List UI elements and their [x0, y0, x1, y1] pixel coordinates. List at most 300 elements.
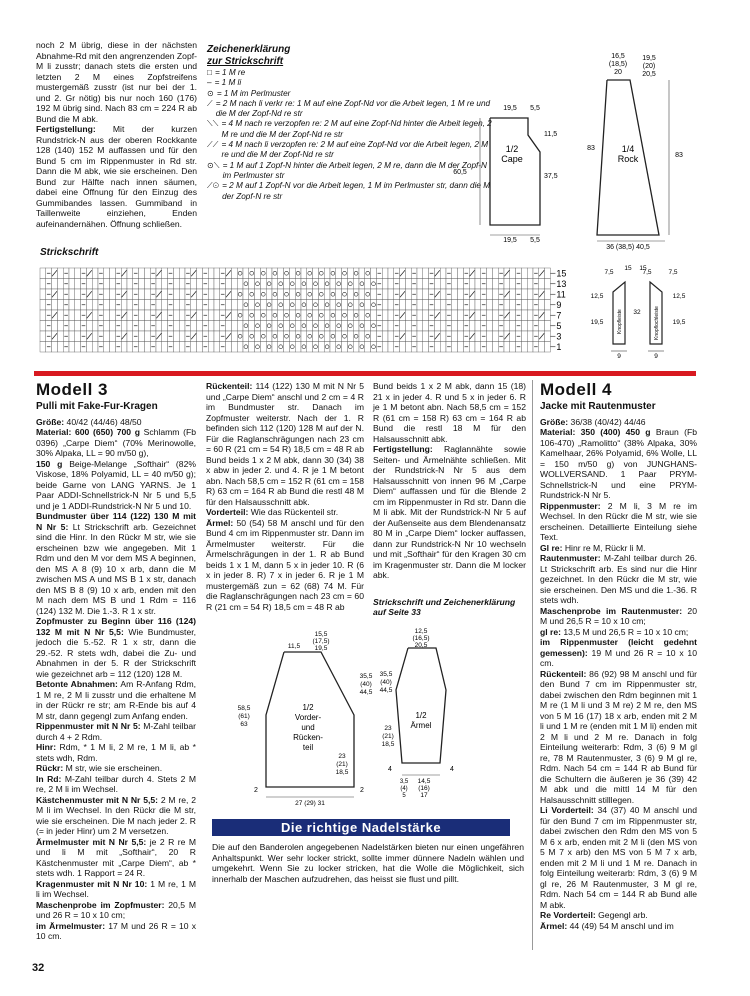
chart-cell — [347, 310, 353, 321]
chart-cell — [249, 279, 255, 290]
chart-cell — [40, 321, 46, 332]
chart-cell — [417, 289, 423, 300]
instruction-text: 19 M und 26 R = 10 x 10 cm. — [540, 647, 697, 668]
chart-cell — [545, 331, 551, 342]
band-m-right-b: 19,5 — [672, 319, 686, 326]
instruction-label: Betonte Abnahmen: — [36, 679, 118, 689]
chart-cell — [104, 279, 110, 290]
instruction-label: Maschenprobe im Zopfmuster: — [36, 899, 165, 910]
chart-cell — [144, 310, 150, 321]
modell4-body — [540, 417, 697, 932]
chart-cell — [359, 310, 365, 321]
chart-cell — [487, 279, 493, 290]
instruction-paragraph — [36, 417, 196, 428]
band-m-left-a: 12,5 — [590, 293, 604, 300]
chart-cell — [57, 321, 63, 332]
instruction-text: Beige-Melange „Softhair“ (82% Viskose, 18% Polyamid, LL = 40 m/50 g); beide Garne von LANG YARNS. Je 1 Paar ADDI-Schnellstrick-N Nr 5 und 5,5 und je 1 ADDI-Rundstrick-N Nr 5 und 10. — [36, 458, 196, 511]
chart-cell — [458, 321, 464, 332]
instruction-label: Ärmel: — [206, 517, 234, 528]
chart-cell — [214, 310, 220, 321]
chart-cell — [208, 321, 214, 332]
chart-cell — [144, 289, 150, 300]
chart-cell — [440, 331, 446, 342]
instruction-text: Gegengl arb. — [595, 910, 648, 920]
sleeve-m-bottom2-b: (16) — [418, 785, 430, 792]
chart-cell — [197, 279, 203, 290]
chart-cell — [231, 331, 237, 342]
chart-cell — [179, 331, 185, 342]
chart-cell — [266, 331, 272, 342]
chart-cell — [208, 300, 214, 311]
chart-cell — [510, 321, 516, 332]
instruction-paragraph — [36, 721, 196, 742]
instruction-text: M-Zahl teilbar durch 4 + 2 Rdm. — [36, 721, 196, 742]
chart-cell — [307, 300, 313, 311]
chart-cell — [208, 268, 214, 279]
instruction-text: M-Zahl teilbar durch 26. Lt Strickschrift arb. Es sind nur die Hinr gezeichnet. In den Rückr die M str, wie sie erscheinen. Den MS und die 1.-36. R stets wdh. — [540, 553, 697, 605]
cape-m-bottom: 19,5 — [503, 237, 517, 244]
instruction-paragraph — [540, 627, 697, 638]
chart-cell — [249, 321, 255, 332]
chart-cell — [440, 279, 446, 290]
body-m-left-a: 58,5 — [237, 705, 251, 712]
sleeve-label-1: 1/2 — [415, 711, 427, 720]
chart-cell — [452, 331, 458, 342]
chart-cell — [434, 342, 440, 353]
chart-cell — [127, 279, 133, 290]
band-m-b1: 9 — [617, 353, 621, 360]
rock-m-top-c: 20 — [614, 69, 622, 76]
chart-cell — [307, 342, 313, 353]
body-label-3: und — [301, 723, 315, 732]
chart-cell — [255, 268, 261, 279]
cape-m-top: 19,5 — [503, 105, 517, 112]
instruction-label: Material: 600 (650) 700 g — [36, 427, 140, 437]
instruction-label: Größe: — [540, 416, 569, 427]
chart-cell — [371, 268, 377, 279]
chart-cell — [469, 342, 475, 353]
body-m-b2: 2 — [360, 787, 364, 794]
chart-cell — [521, 310, 527, 321]
chart-title: Strickschrift — [40, 247, 99, 258]
chart-cell — [144, 279, 150, 290]
cape-m-left: 60,5 — [453, 169, 467, 176]
chart-cell — [156, 342, 162, 353]
section-divider — [34, 371, 696, 376]
chart-cell — [527, 268, 533, 279]
chart-cell — [162, 300, 168, 311]
chart-cell — [388, 268, 394, 279]
instruction-label: Gl re: — [540, 542, 563, 553]
chart-cell — [40, 289, 46, 300]
legend-text: = 2 M auf 1 Zopf-N vor die Arbeit legen, 1 M im Perlmuster str, dann die M der Zopf-N re str — [222, 181, 491, 201]
chart-cell — [57, 279, 63, 290]
chart-cell — [475, 342, 481, 353]
chart-cell — [104, 321, 110, 332]
chart-cell — [440, 268, 446, 279]
instruction-text: Rdm, * 1 M li, 2 M re, 1 M li, ab * stets wdh, Rdm. — [36, 742, 196, 763]
chart-cell — [52, 300, 58, 311]
chart-row-number: 1 — [556, 342, 562, 352]
paragraph-label: Fertigstellung: — [36, 124, 96, 134]
chart-cell — [86, 342, 92, 353]
chart-cell — [382, 321, 388, 332]
chart-cell — [539, 300, 545, 311]
instruction-label: Fertigstellung: — [373, 444, 433, 454]
chart-cell — [295, 342, 301, 353]
chart-cell — [92, 342, 98, 353]
chart-cell — [127, 289, 133, 300]
modell3-heading: Modell 3 — [36, 380, 109, 399]
instruction-paragraph — [206, 381, 364, 507]
chart-cell — [539, 342, 545, 353]
instruction-text: 40/42 (44/46) 48/50 — [64, 416, 142, 427]
chart-cell — [243, 268, 249, 279]
band-m-t5: 7,5 — [668, 269, 678, 276]
chart-cell — [342, 321, 348, 332]
instruction-paragraph — [36, 427, 196, 459]
chart-cell — [504, 321, 510, 332]
chart-cell — [365, 300, 371, 311]
body-label-4: Rücken- — [293, 733, 323, 742]
chart-cell — [139, 300, 145, 311]
chart-cell — [492, 342, 498, 353]
chart-cell — [110, 342, 116, 353]
chart-cell — [527, 279, 533, 290]
column-divider — [532, 380, 533, 950]
chart-cell — [487, 310, 493, 321]
chart-cell — [284, 321, 290, 332]
chart-cell — [156, 321, 162, 332]
chart-cell — [179, 321, 185, 332]
chart-cell — [144, 268, 150, 279]
chart-cell — [40, 268, 46, 279]
sleeve-m-bottom-a: 3,5 — [399, 779, 409, 785]
instruction-text: 13,5 M und 26,5 R = 10 x 10 cm; — [561, 626, 689, 637]
chart-cell — [69, 310, 75, 321]
legend-symbol-icon: ⟋⊙ — [207, 181, 220, 191]
chart-cell — [452, 279, 458, 290]
chart-cell — [289, 268, 295, 279]
chart-cell — [545, 268, 551, 279]
chart-cell — [388, 300, 394, 311]
chart-cell — [382, 289, 388, 300]
chart-cell — [469, 321, 475, 332]
instruction-text: Lt Strickschrift arb. Gezeichnet sind die Hinr. In den Rückr M str, wie sie erscheinen bzw wie angegeben. Mit 1 Rdm und den M vor dem MS A beginnen, den MS A 8 (9) 10 x arb, dann die M zwischen MS A und MS B 1 x str, danach den MS B 8 (9) 10 x arb, enden mit den M nach dem MS B und 1 Rdm = 116 (124) 132 M. Die 1.-3. R 1 x str. — [36, 521, 196, 616]
band-m-t1: 7,5 — [604, 269, 614, 276]
chart-cell — [301, 331, 307, 342]
instruction-label: Material: 350 (400) 450 g — [540, 427, 651, 437]
body-m-right-a: 35,5 — [359, 673, 373, 680]
chart-cell — [487, 342, 493, 353]
instruction-paragraph — [36, 616, 196, 679]
chart-cell — [57, 289, 63, 300]
chart-cell — [336, 289, 342, 300]
chart-cell — [365, 279, 371, 290]
sleeve-m-b1: 4 — [388, 766, 392, 773]
chart-cell — [539, 279, 545, 290]
chart-cell — [510, 289, 516, 300]
chart-cell — [173, 331, 179, 342]
chart-cell — [173, 321, 179, 332]
chart-cell — [330, 342, 336, 353]
legend-symbol-icon: ⊙ — [207, 88, 214, 98]
chart-cell — [423, 268, 429, 279]
chart-cell — [295, 279, 301, 290]
instruction-label: im Ärmelmuster: — [36, 920, 106, 931]
chart-cell — [127, 300, 133, 311]
chart-cell — [417, 331, 423, 342]
chart-cell — [458, 289, 464, 300]
body-m-right-c: 44,5 — [359, 689, 373, 696]
chart-cell — [301, 310, 307, 321]
chart-cell — [388, 310, 394, 321]
cape-label-1: 1/2 — [505, 144, 519, 154]
instruction-text: 36/38 (40/42) 44/46 — [568, 416, 646, 427]
chart-cell — [197, 310, 203, 321]
chart-cell — [388, 289, 394, 300]
knitting-chart — [36, 266, 596, 356]
instruction-paragraph — [36, 774, 196, 795]
chart-cell — [197, 289, 203, 300]
legend-symbol-icon: ⟋ — [207, 98, 213, 108]
legend-subtitle: zur Strickschrift — [207, 56, 284, 67]
chart-cell — [75, 310, 81, 321]
chart-cell — [452, 342, 458, 353]
chart-cell — [353, 279, 359, 290]
body-label-1: 1/2 — [302, 703, 314, 712]
modell3-subtitle: Pulli mit Fake-Fur-Kragen — [36, 401, 158, 412]
modell3-col2-body — [206, 381, 364, 612]
cape-outline — [490, 118, 540, 225]
instruction-paragraph — [540, 805, 697, 910]
chart-cell — [284, 342, 290, 353]
chart-cell — [469, 279, 475, 290]
rock-m-top2: 19,5 — [642, 55, 656, 62]
chart-cell — [458, 300, 464, 311]
chart-cell — [92, 331, 98, 342]
body-m-left-c: 63 — [240, 721, 248, 728]
legend-symbol-icon: ⟍⟍ — [207, 119, 219, 129]
instruction-paragraph — [36, 459, 196, 512]
chart-cell — [492, 279, 498, 290]
instruction-label: Re Vorderteil: — [540, 910, 596, 920]
instruction-paragraph — [36, 879, 196, 900]
chart-cell — [301, 289, 307, 300]
chart-cell — [278, 331, 284, 342]
chart-cell — [208, 310, 214, 321]
chart-cell — [214, 289, 220, 300]
legend-item — [207, 78, 497, 88]
instruction-text: 44 (49) 54 M anschl und im — [567, 920, 674, 931]
chart-cell — [75, 268, 81, 279]
chart-cell — [272, 321, 278, 332]
chart-cell — [353, 321, 359, 332]
chart-cell — [69, 300, 75, 311]
chart-grid — [40, 268, 550, 352]
instruction-label: Rückenteil: — [206, 381, 253, 391]
chart-cell — [249, 300, 255, 311]
chart-cell — [69, 279, 75, 290]
chart-cell — [405, 268, 411, 279]
chart-cell — [75, 279, 81, 290]
instruction-text: 2 M re, 2 M li im Wechsel. In den Rückr die M str, wie sie erscheinen. Die M nach jeder 2. R (= in jeder Hinr) um 2 M versetzen. — [36, 794, 196, 836]
chart-cell — [191, 321, 197, 332]
chart-cell — [382, 331, 388, 342]
legend-title: Zeichenerklärung — [207, 44, 291, 55]
chart-cell — [162, 310, 168, 321]
instruction-label: im Rippenmuster (leicht gedehnt gemessen): — [540, 637, 697, 658]
chart-cell — [231, 268, 237, 279]
instruction-paragraph — [540, 427, 697, 501]
chart-cell — [69, 321, 75, 332]
cape-schematic — [440, 90, 558, 250]
chart-cell — [382, 342, 388, 353]
body-m-right2-a: 23 — [338, 753, 346, 760]
chart-cell — [405, 310, 411, 321]
chart-cell — [440, 289, 446, 300]
modell4-column — [540, 380, 697, 931]
body-m-top: 15,5 — [314, 631, 328, 638]
chart-cell — [208, 279, 214, 290]
chart-cell — [237, 321, 243, 332]
chart-cell — [249, 342, 255, 353]
chart-cell — [92, 310, 98, 321]
chart-cell — [371, 310, 377, 321]
instruction-label: Hinr: — [36, 742, 57, 752]
chart-cell — [214, 279, 220, 290]
chart-cell — [75, 321, 81, 332]
button-band-schematic — [585, 262, 697, 364]
instruction-text: Bund beids 1 x 2 M abk, dann 15 (18) 21 x in jeder 4. R und 5 x in jeder 6. R je 1 M betont abn. Nach 58,5 cm = 152 R (61 cm = 158 R) 63 cm = 164 R ab Bund die restl 18 M für den Halsausschnitt abk. — [373, 381, 526, 444]
sleeve-m-top-c: 20,5 — [414, 642, 428, 649]
instruction-paragraph — [36, 679, 196, 721]
chart-cell — [452, 321, 458, 332]
instruction-paragraph — [36, 900, 196, 921]
chart-row-number: 3 — [556, 331, 562, 342]
chart-cell — [417, 321, 423, 332]
chart-cell — [255, 289, 261, 300]
chart-cell — [458, 342, 464, 353]
chart-cell — [423, 279, 429, 290]
chart-row-numbers — [550, 269, 566, 353]
chart-cell — [179, 268, 185, 279]
chart-cell — [226, 321, 232, 332]
chart-cell — [104, 300, 110, 311]
chart-cell — [458, 310, 464, 321]
instruction-label: Li Vorderteil: — [540, 805, 594, 815]
chart-cell — [173, 300, 179, 311]
chart-cell — [318, 342, 324, 353]
chart-cell — [458, 268, 464, 279]
chart-cell — [353, 300, 359, 311]
chart-cell — [318, 300, 324, 311]
chart-cell — [75, 300, 81, 311]
chart-cell — [382, 268, 388, 279]
instruction-label: Rippenmuster mit N Nr 5: — [36, 721, 141, 731]
band-strip-label-2: Knopflochleiste — [654, 306, 660, 340]
chart-cell — [231, 300, 237, 311]
chart-cell — [545, 321, 551, 332]
modell3-reference: Strickschrift und Zeichenerklärung auf Seite 33 — [373, 596, 516, 617]
chart-cell — [382, 300, 388, 311]
chart-cell — [289, 331, 295, 342]
instruction-paragraph — [36, 763, 196, 774]
rock-m-top2-c: 20,5 — [642, 71, 656, 78]
chart-cell — [527, 300, 533, 311]
chart-cell — [510, 279, 516, 290]
instruction-label: Ärmel: — [540, 920, 568, 931]
chart-cell — [162, 279, 168, 290]
chart-cell — [86, 300, 92, 311]
chart-cell — [539, 321, 545, 332]
chart-cell — [388, 331, 394, 342]
chart-cell — [237, 279, 243, 290]
instruction-label: Kästchenmuster mit N Nr 5,5: — [36, 794, 159, 805]
chart-cell — [272, 342, 278, 353]
instruction-text: 34 (37) 40 M anschl und für den Bund 7 cm im Rippenmuster str, dabei zwischen den Rdm den MS von 5 M 6 x arb, enden mit 2 M li (den MS von 5 M 7 x arb) den MS von 5 M 7 x arb, enden mit 2 M li und 1 M re. Danach in folg Einteilung weiterarb: Rdm, 3 (6) 9 M gl re, 26 M Rautenmuster, 3 M gl re, Rdm. Nach 54 cm = 144 R ab Bund alle M abk. — [540, 805, 697, 910]
instruction-text: 114 (122) 130 M mit N Nr 5 und „Carpe Diem“ anschl und 2 cm = 4 R im Bundmuster str. Danach im Zopfmuster weiterstr. Nach der 1. R befinden sich 112 (120) 128 M auf der N. Für die Raglanschrägungen nach 23 cm = 60 R (21 cm = 54 R) 18,5 cm = 48 R ab Bund beids 1 x 2 M abk, dann 30 (34) 38 x abw in jeder 2. und 4. R je 1 M betont abn. Nach 58,5 cm = 152 R (61 cm = 158 R) 63 cm = 164 R ab Bund die restl 48 M für den Halsausschnitt abk. — [206, 381, 364, 507]
chart-cell — [521, 331, 527, 342]
body-m-top-side: 11,5 — [287, 643, 301, 650]
chart-cell — [487, 289, 493, 300]
instruction-paragraph — [36, 921, 196, 942]
rock-m-right: 83 — [675, 152, 683, 159]
instruction-paragraph — [36, 795, 196, 837]
chart-cell — [545, 300, 551, 311]
instruction-text: Raglannähte sowie Seiten- und Ärmelnähte schließen. Mit der Rundstrick-N Nr 5 aus dem Halsausschnitt von innen 96 M „Carpe Diem“ auffassen und für die Blende 2 cm im Rippenmuster in Rd str. Dann die M li abk. Mit der Rundstrick-N Nr 5 auf der Außenseite aus dem Blendenansatz 80 M in „Carpe Diem“ locker auffassen, dann zur Rundstrick-N Nr 10 wechseln und mit „Softhair“ für den Kragen 30 cm im Kragenmuster str. Dann die M locker abk. — [373, 444, 526, 580]
instruction-paragraph — [540, 553, 697, 606]
chart-cell — [57, 300, 63, 311]
chart-cell — [52, 279, 58, 290]
chart-cell — [214, 321, 220, 332]
instruction-label: Ärmelmuster mit N Nr 5,5: — [36, 836, 147, 847]
chart-cell — [492, 321, 498, 332]
chart-cell — [121, 300, 127, 311]
chart-cell — [400, 321, 406, 332]
chart-cell — [57, 310, 63, 321]
chart-cell — [191, 279, 197, 290]
chart-cell — [52, 321, 58, 332]
legend-text: = 4 M nach re verzopfen re: 2 M auf eine Zopf-Nd hinter die Arbeit legen, 2 M re und die M der Zopf-Nd re str — [221, 119, 492, 139]
legend-text: = 1 M re — [214, 68, 246, 77]
chart-row-number: 5 — [556, 321, 562, 331]
instruction-text: 1 M re, 1 M li im Wechsel. — [36, 878, 197, 899]
chart-cell — [197, 321, 203, 332]
chart-cell — [237, 300, 243, 311]
chart-cell — [423, 331, 429, 342]
chart-cell — [388, 279, 394, 290]
instruction-text: 86 (92) 98 M anschl und für den Bund 7 cm im Rippenmuster str, dabei zwischen den Rdm beginnen mit 1 M re (1 M li und 3 M re) 2 M re, den MS von 5 M 16 (17) 18 x arb, enden mit 2 M li und 1 M re (enden mit 1 M li) enden mit 2 M li und 2 M re. Danach in folg Einteilung weiterarb: Rdm, 3 (6) 9 M gl re, 78 M Rautenmuster, 3 (6) 9 M gl re, Rdm. Nach 54 cm = 144 R ab Bund für die Schultern die äußeren je 36 (39) 42 M abk und die mittl 14 M für den Halsausschnitt stilllegen. — [540, 668, 697, 805]
chart-cell — [121, 342, 127, 353]
chart-cell — [139, 279, 145, 290]
chart-cell — [162, 268, 168, 279]
chart-cell — [214, 300, 220, 311]
chart-cell — [504, 300, 510, 311]
chart-cell — [487, 331, 493, 342]
chart-cell — [330, 321, 336, 332]
chart-cell — [144, 321, 150, 332]
instruction-label: Rautenmuster: — [540, 553, 601, 563]
chart-cell — [487, 321, 493, 332]
chart-cell — [214, 331, 220, 342]
chart-cell — [156, 279, 162, 290]
chart-cell — [487, 268, 493, 279]
instruction-label: Rippenmuster: — [540, 500, 601, 511]
chart-cell — [371, 289, 377, 300]
sleeve-m-left2-b: (21) — [382, 733, 394, 740]
chart-cell — [353, 342, 359, 353]
